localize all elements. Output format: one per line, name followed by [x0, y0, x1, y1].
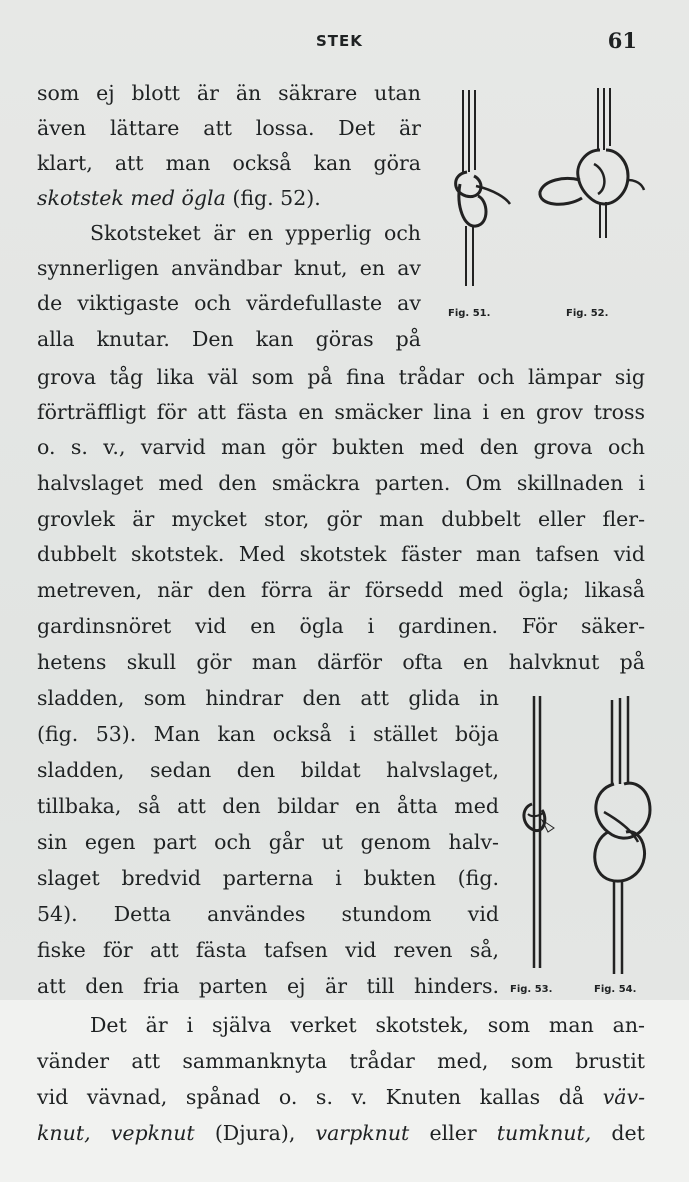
page-header — [0, 28, 689, 58]
text-line: vid vävnad, spånad o. s. v. Knuten kallas då väv- — [37, 1085, 645, 1109]
italic-term: knut, — [37, 1121, 91, 1145]
text-line: fiske för att fästa tafsen vid reven så, — [37, 938, 499, 962]
italic-term: varpknut — [315, 1121, 410, 1145]
text-line: halvslaget med den smäckra parten. Om skillnaden i — [37, 471, 645, 495]
text-line: hetens skull gör man därför ofta en halvknut på — [37, 650, 645, 674]
text-line: vänder att sammanknyta trådar med, som brustit — [37, 1049, 645, 1073]
text-line: grova tåg lika väl som på fina trådar och lämpar sig — [37, 365, 645, 389]
text-line: (fig. 53). Man kan också i stället böja — [37, 722, 499, 746]
text-line: Det är i själva verket skotstek, som man an- — [90, 1013, 645, 1037]
text-line: sin egen part och går ut genom halv- — [37, 830, 499, 854]
text-line: de viktigaste och värdefullaste av — [37, 291, 421, 315]
text-line: alla knutar. Den kan göras på — [37, 327, 421, 351]
text-line: o. s. v., varvid man gör bukten med den grova och — [37, 435, 645, 459]
knot-figure-53 — [518, 692, 566, 978]
italic-term: vepknut — [110, 1121, 195, 1145]
knot-figure-52 — [536, 84, 646, 244]
italic-term: tumknut, — [496, 1121, 592, 1145]
text-line: synnerligen användbar knut, en av — [37, 256, 421, 280]
text-line: förträffligt för att fästa en smäcker lina i en grov tross — [37, 400, 645, 424]
italic-term: väv- — [602, 1085, 645, 1109]
text-line: skotstek med ögla (fig. 52). — [37, 186, 321, 210]
text-line: slaget bredvid parterna i bukten (fig. — [37, 866, 499, 890]
figure-caption: Fig. 54. — [594, 984, 637, 995]
page-number: 61 — [607, 28, 637, 53]
text-line: metreven, när den förra är försedd med ögla; likaså — [37, 578, 645, 602]
knot-figure-54 — [584, 692, 674, 982]
text-line: klart, att man också kan göra — [37, 151, 421, 175]
text-line: gardinsnöret vid en ögla i gardinen. För säker- — [37, 614, 645, 638]
text-line: som ej blott är än säkrare utan — [37, 81, 421, 105]
figure-caption: Fig. 53. — [510, 984, 553, 995]
italic-term: skotstek med ögla — [37, 186, 226, 210]
text-line: sladden, som hindrar den att glida in — [37, 686, 499, 710]
text-line: tillbaka, så att den bildar en åtta med — [37, 794, 499, 818]
text-line: att den fria parten ej är till hinders. — [37, 974, 499, 998]
text-line: dubbelt skotstek. Med skotstek fäster man tafsen vid — [37, 542, 645, 566]
figure-caption: Fig. 51. — [448, 308, 491, 319]
text-line: 54). Detta användes stundom vid — [37, 902, 499, 926]
knot-figure-51 — [438, 86, 518, 300]
text-line: grovlek är mycket stor, gör man dubbelt eller fler- — [37, 507, 645, 531]
text-line: även lättare att lossa. Det är — [37, 116, 421, 140]
text-line: knut, vepknut (Djura), varpknut eller tumknut, det — [37, 1121, 645, 1145]
text-line: sladden, sedan den bildat halvslaget, — [37, 758, 499, 782]
text-line: Skotsteket är en ypperlig och — [90, 221, 421, 245]
running-head: STEK — [316, 32, 363, 50]
figure-caption: Fig. 52. — [566, 308, 609, 319]
